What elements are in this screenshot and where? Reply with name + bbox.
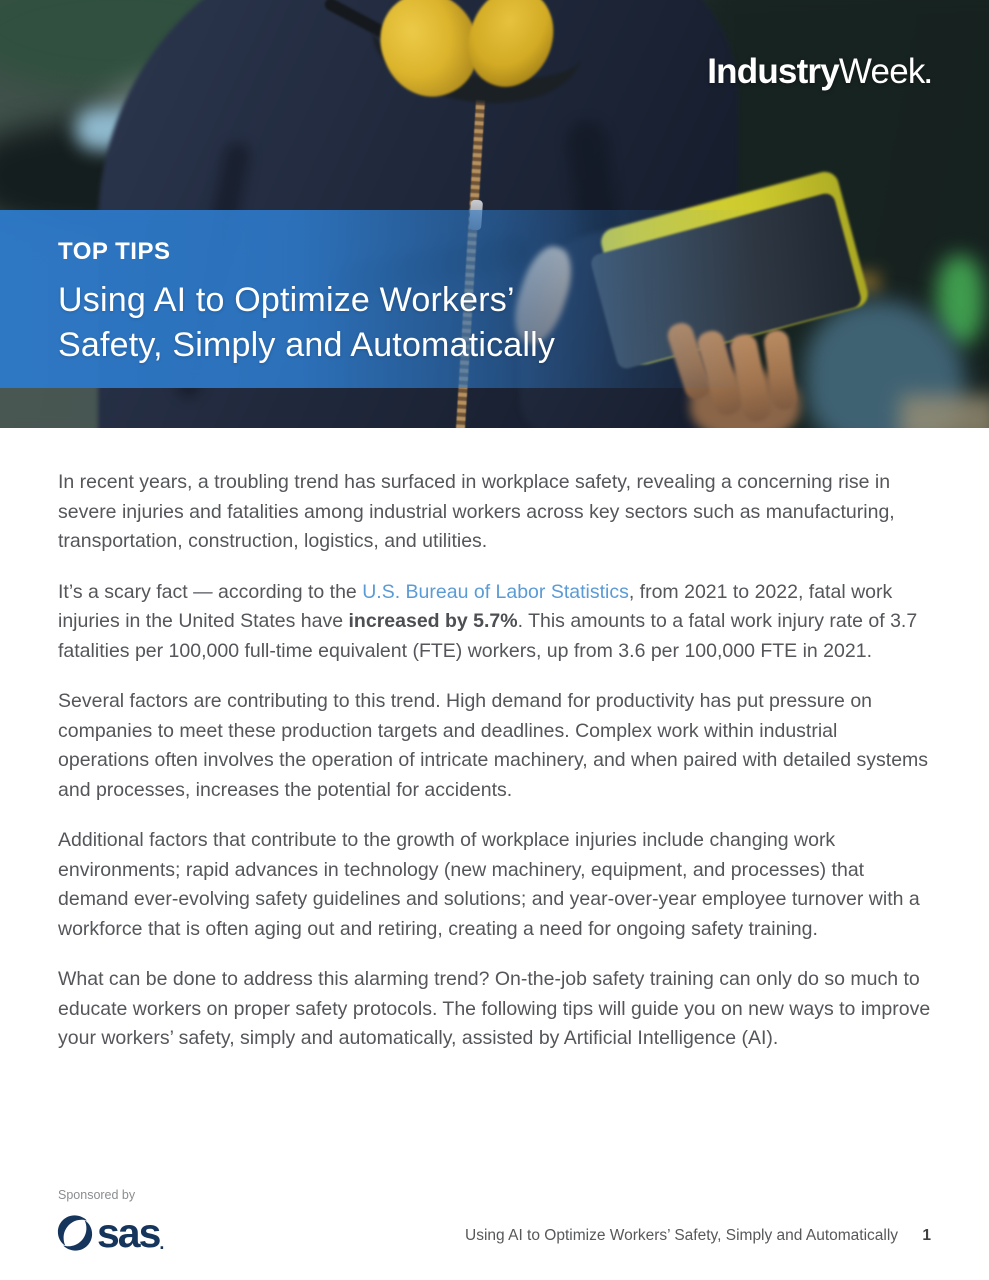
footer-doc-title: Using AI to Optimize Workers’ Safety, Simply and Automatically [465, 1227, 899, 1244]
paragraph-5: What can be done to address this alarming trend? On-the-job safety training can only do so much to educate workers on proper safety protocols. The following tips will guide you on new ways to improve your workers’ safety, simply and automatically, assisted by Artificial Intelligence (AI). [58, 968, 931, 1049]
bls-link[interactable]: U.S. Bureau of Labor Statistics [362, 580, 629, 603]
title-line-2: Safety, Simply and Automatically [58, 326, 556, 364]
sponsored-by-label: Sponsored by [58, 1188, 136, 1202]
paragraph-4: Additional factors that contribute to the growth of workplace injuries include changing work environments; rapid advances in technology (new machinery, equipment, and processes) that demand ever-evolving safety guidelines and solutions; and year-over-year employee turnover with a workforce that is often aging out and retiring, creating a need for ongoing safety training. [58, 829, 920, 940]
page-title [58, 278, 555, 368]
sas-trademark-dot: . [159, 1233, 165, 1253]
industryweek-logo [707, 52, 931, 92]
page-number: 1 [922, 1227, 931, 1244]
sas-logo [56, 1210, 164, 1256]
kicker-label: TOP TIPS [58, 238, 171, 265]
sas-swirl-icon [56, 1214, 94, 1252]
paragraph-1: In recent years, a troubling trend has surfaced in workplace safety, revealing a concerning rise in severe injuries and fatalities among industrial workers across key sectors such as manufacturing, transportation, construction, logistics, and utilities. [58, 471, 895, 552]
paragraph-3: Several factors are contributing to this trend. High demand for productivity has put pressure on companies to meet these production targets and deadlines. Complex work within industrial operations often involves the operation of intricate machinery, and when paired with detailed systems and processes, increases the potential for accidents. [58, 690, 929, 801]
background-floor-tan [900, 395, 989, 428]
paragraph-2 [58, 578, 932, 667]
sas-wordmark: sas [97, 1210, 160, 1256]
logo-dot: . [924, 59, 931, 89]
article-body [58, 468, 932, 1075]
logo-regular-part: Week [838, 52, 925, 91]
paragraph-2-text: It’s a scary fact — according to the [58, 580, 363, 603]
title-banner [0, 210, 989, 388]
title-line-1: Using AI to Optimize Workers’ [58, 281, 515, 319]
paragraph-2-text: , from 2021 to 2022, fatal work injuries in the United States have [58, 580, 893, 632]
footer [465, 1227, 931, 1245]
logo-bold-part: Industry [707, 52, 839, 91]
bold-statistic: increased by 5.7% [348, 610, 518, 632]
paragraph-2-text: . This amounts to a fatal work injury rate of 3.7 fatalities per 100,000 full-time equivalent (FTE) workers, up from 3.6 per 100,000 FTE in 2021. [58, 610, 918, 662]
